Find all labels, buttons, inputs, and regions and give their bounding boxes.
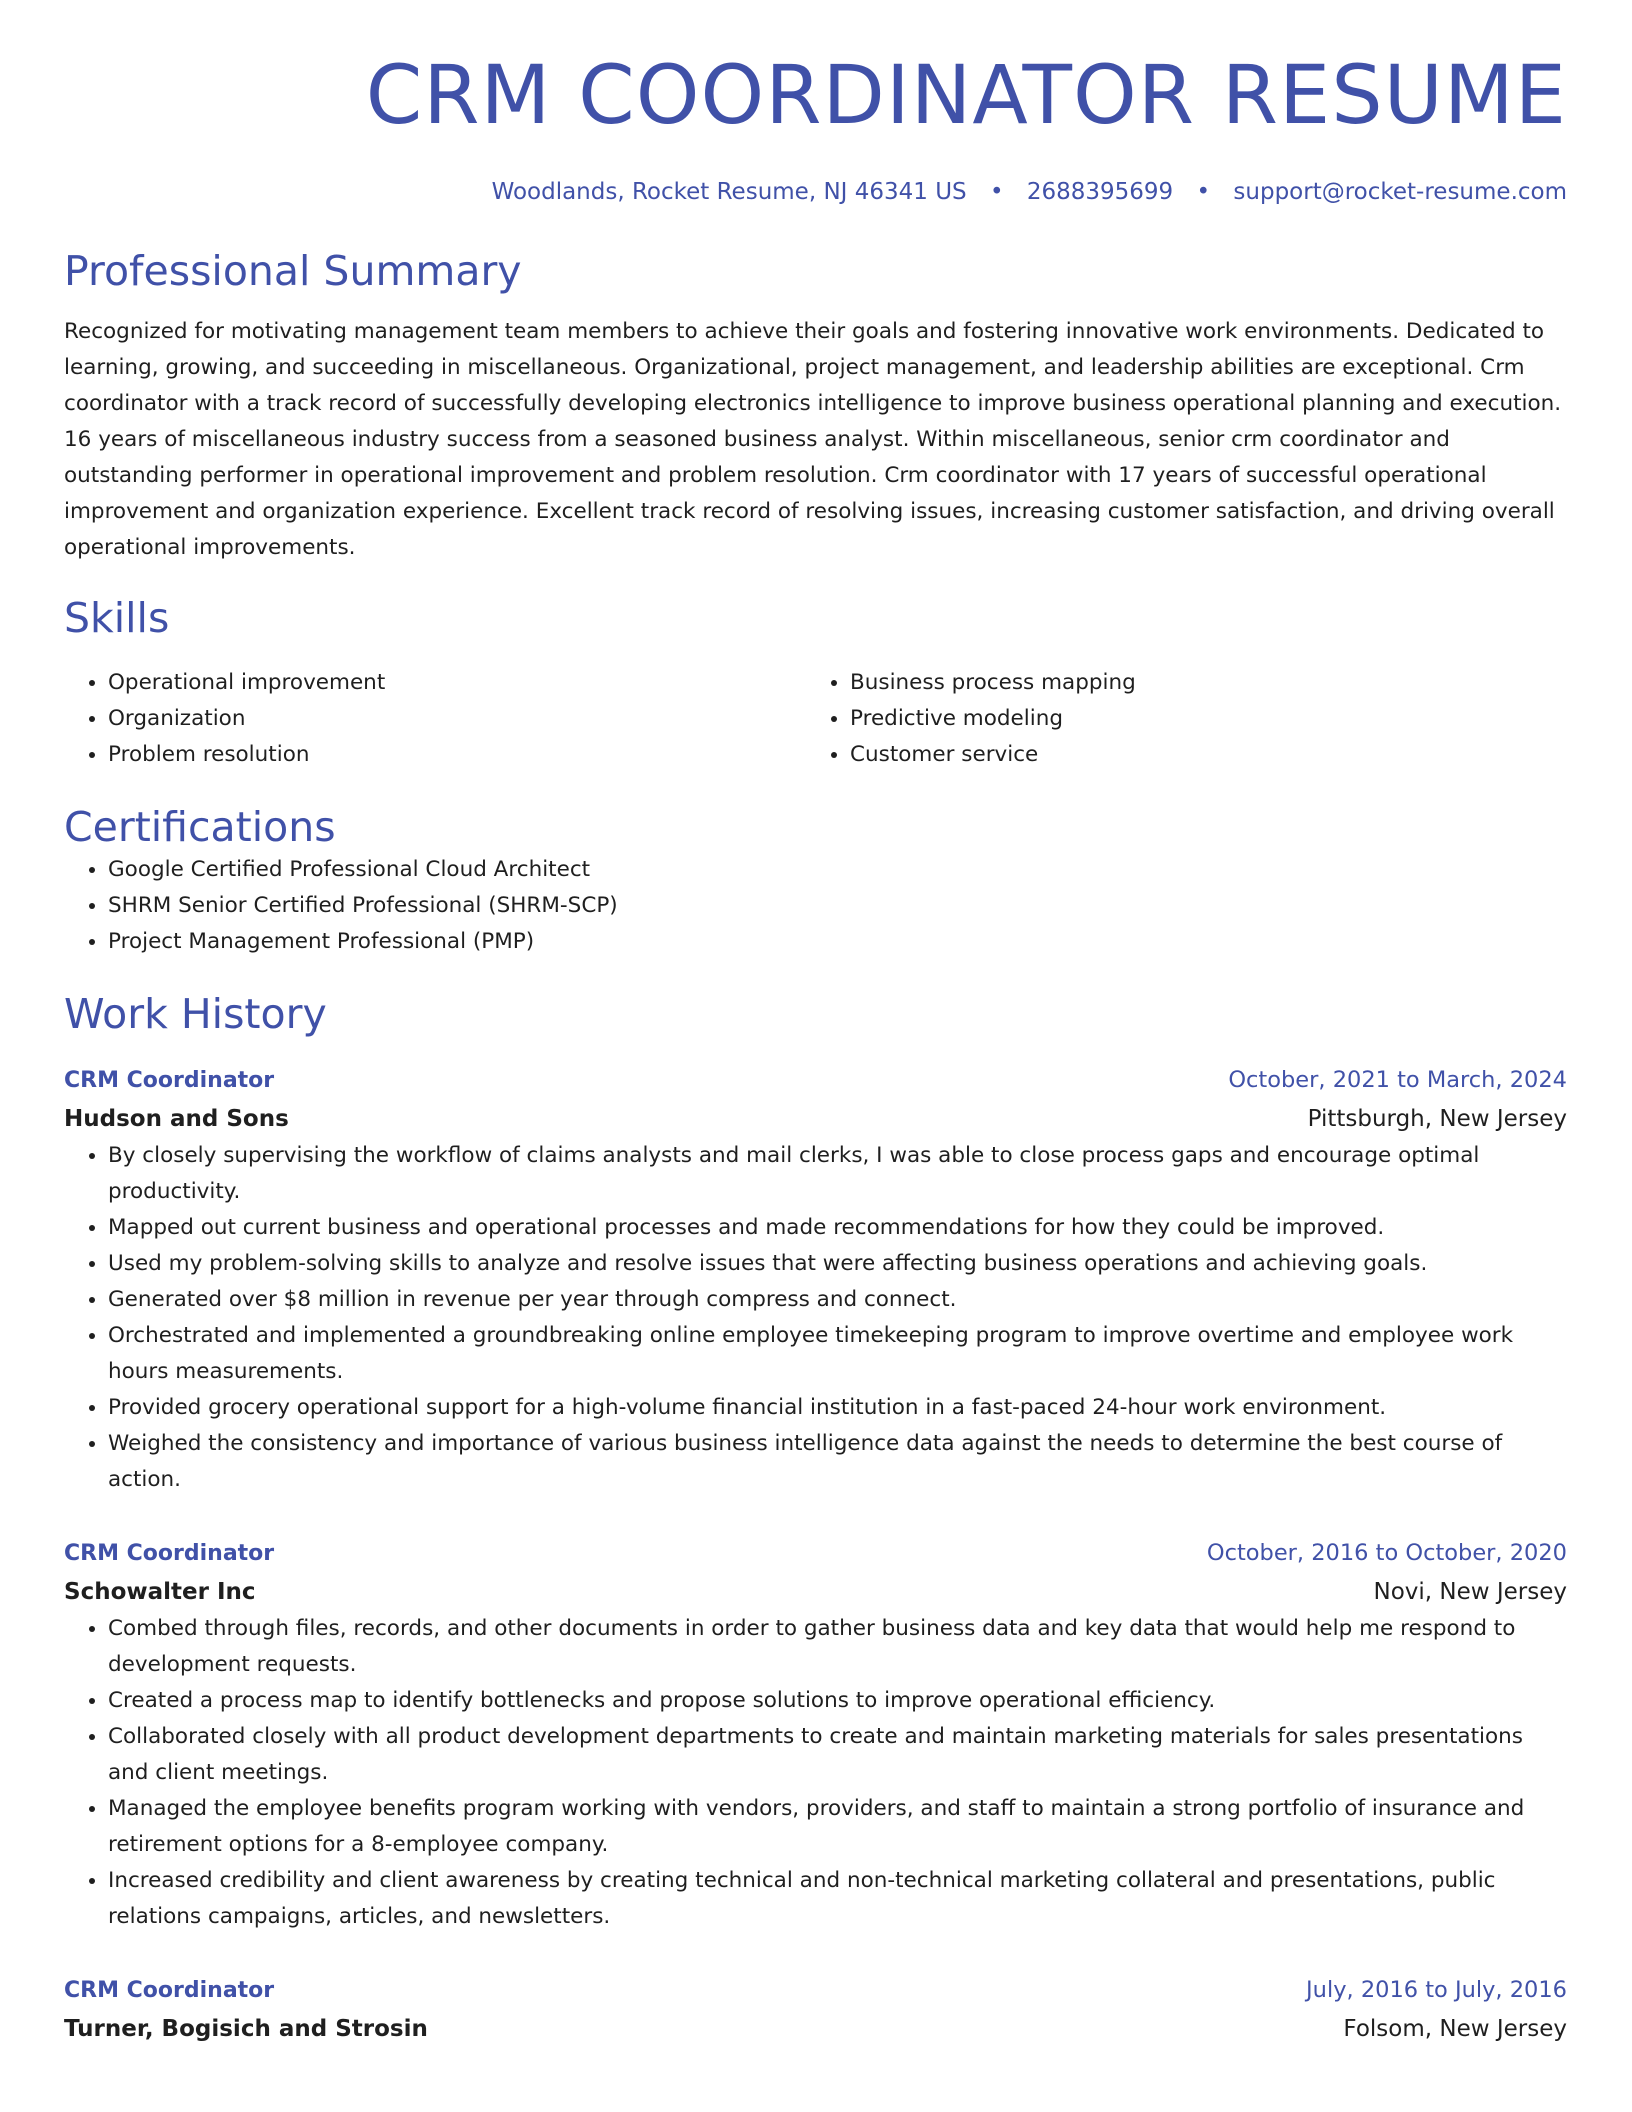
job-bullet: • Generated over $8 million in revenue per year through compress and connect. [108, 1282, 1567, 1318]
skill-item: • Operational improvement [108, 665, 806, 701]
contact-address: Woodlands, Rocket Resume, NJ 46341 US [491, 179, 967, 206]
skills-grid [64, 665, 1567, 773]
certifications-heading: Certifications [64, 803, 336, 852]
summary-heading: Professional Summary [64, 246, 522, 295]
job-bullet: • Increased credibility and client awareness by creating technical and non-technical marketing collateral and presentations, public relations campaigns, articles, and newsletters. [108, 1863, 1567, 1935]
job-bullet: • Managed the employee benefits program working with vendors, providers, and staff to maintain a strong portfolio of insurance and retirement options for a 8-employee company. [108, 1791, 1567, 1863]
job-bullets [64, 1138, 1567, 1498]
job-bullet: • Provided grocery operational support for a high-volume financial institution in a fast-paced 24-hour work environment. [108, 1390, 1567, 1426]
certification-item: • Project Management Professional (PMP) [108, 924, 1567, 960]
skill-item: • Predictive modeling [850, 701, 1548, 737]
work-history-heading: Work History [64, 990, 327, 1039]
contact-separator: • [989, 179, 1004, 206]
job-bullets [64, 1611, 1567, 1935]
job-entry [64, 1061, 1567, 1498]
skill-item: • Problem resolution [108, 737, 806, 773]
contact-email: support@rocket-resume.com [1233, 179, 1567, 206]
job-company: Hudson and Sons [64, 1106, 289, 1133]
job-bullet: • Orchestrated and implemented a groundbreaking online employee timekeeping program to improve overtime and employee work hours measurements. [108, 1318, 1567, 1390]
job-bullet: • By closely supervising the workflow of claims analysts and mail clerks, I was able to close process gaps and encourage optimal productivity. [108, 1138, 1567, 1210]
skills-list-right [806, 665, 1548, 773]
job-dates: October, 2016 to October, 2020 [1206, 1540, 1567, 1567]
certification-item: • SHRM Senior Certified Professional (SHRM-SCP) [108, 888, 1567, 924]
job-title: CRM Coordinator [64, 1541, 275, 1567]
certifications-list [64, 852, 1567, 960]
job-company: Schowalter Inc [64, 1579, 256, 1606]
job-bullet: • Combed through files, records, and other documents in order to gather business data and key data that would help me respond to development requests. [108, 1611, 1567, 1683]
job-bullet: • Mapped out current business and operational processes and made recommendations for how they could be improved. [108, 1210, 1567, 1246]
job-bullet: • Created a process map to identify bottlenecks and propose solutions to improve operational efficiency. [108, 1683, 1567, 1719]
job-dates: October, 2021 to March, 2024 [1228, 1067, 1567, 1094]
skill-item: • Customer service [850, 737, 1548, 773]
job-title-row [64, 1061, 1567, 1100]
job-title-row [64, 1971, 1567, 2010]
job-title-row [64, 1534, 1567, 1573]
job-bullet: • Collaborated closely with all product development departments to create and maintain marketing materials for sales presentations and client meetings. [108, 1719, 1567, 1791]
job-company: Turner, Bogisich and Strosin [64, 2016, 428, 2043]
resume-page [64, 0, 1567, 2048]
job-location: Pittsburgh, New Jersey [1307, 1106, 1567, 1133]
job-entry [64, 1534, 1567, 1935]
job-company-row [64, 1100, 1567, 1138]
job-dates: July, 2016 to July, 2016 [1306, 1977, 1567, 2004]
skill-item: • Business process mapping [850, 665, 1548, 701]
job-company-row [64, 1573, 1567, 1611]
skill-item: • Organization [108, 701, 806, 737]
contact-phone: 2688395699 [1026, 179, 1174, 206]
skills-heading: Skills [64, 593, 170, 642]
job-title: CRM Coordinator [64, 1068, 275, 1094]
job-location: Novi, New Jersey [1373, 1579, 1567, 1606]
job-location: Folsom, New Jersey [1343, 2016, 1567, 2043]
resume-title: CRM COORDINATOR RESUME [365, 49, 1567, 143]
job-bullet: • Used my problem-solving skills to analyze and resolve issues that were affecting business operations and achieving goals. [108, 1246, 1567, 1282]
certification-item: • Google Certified Professional Cloud Architect [108, 852, 1567, 888]
contact-line [64, 179, 1567, 207]
job-company-row [64, 2010, 1567, 2048]
job-entry [64, 1971, 1567, 2048]
job-title: CRM Coordinator [64, 1978, 275, 2004]
skills-list-left [64, 665, 806, 773]
contact-separator: • [1196, 179, 1211, 206]
summary-text: Recognized for motivating management team members to achieve their goals and fostering innovative work environments. Dedicated to learning, growing, and succeeding in miscellaneous. Organizational, project management, and leadership abilities are exceptional. Crm coordinator with a track record of successfully developing electronics intelligence to improve business operational planning and execution. 16 years of miscellaneous industry success from a seasoned business analyst. Within miscellaneous, senior crm coordinator and outstanding performer in operational improvement and problem resolution. Crm coordinator with 17 years of successful operational improvement and organization experience. Excellent track record of resolving issues, increasing customer satisfaction, and driving overall operational improvements. [64, 318, 1562, 560]
job-bullet: • Weighed the consistency and importance of various business intelligence data against the needs to determine the best course of action. [108, 1426, 1567, 1498]
